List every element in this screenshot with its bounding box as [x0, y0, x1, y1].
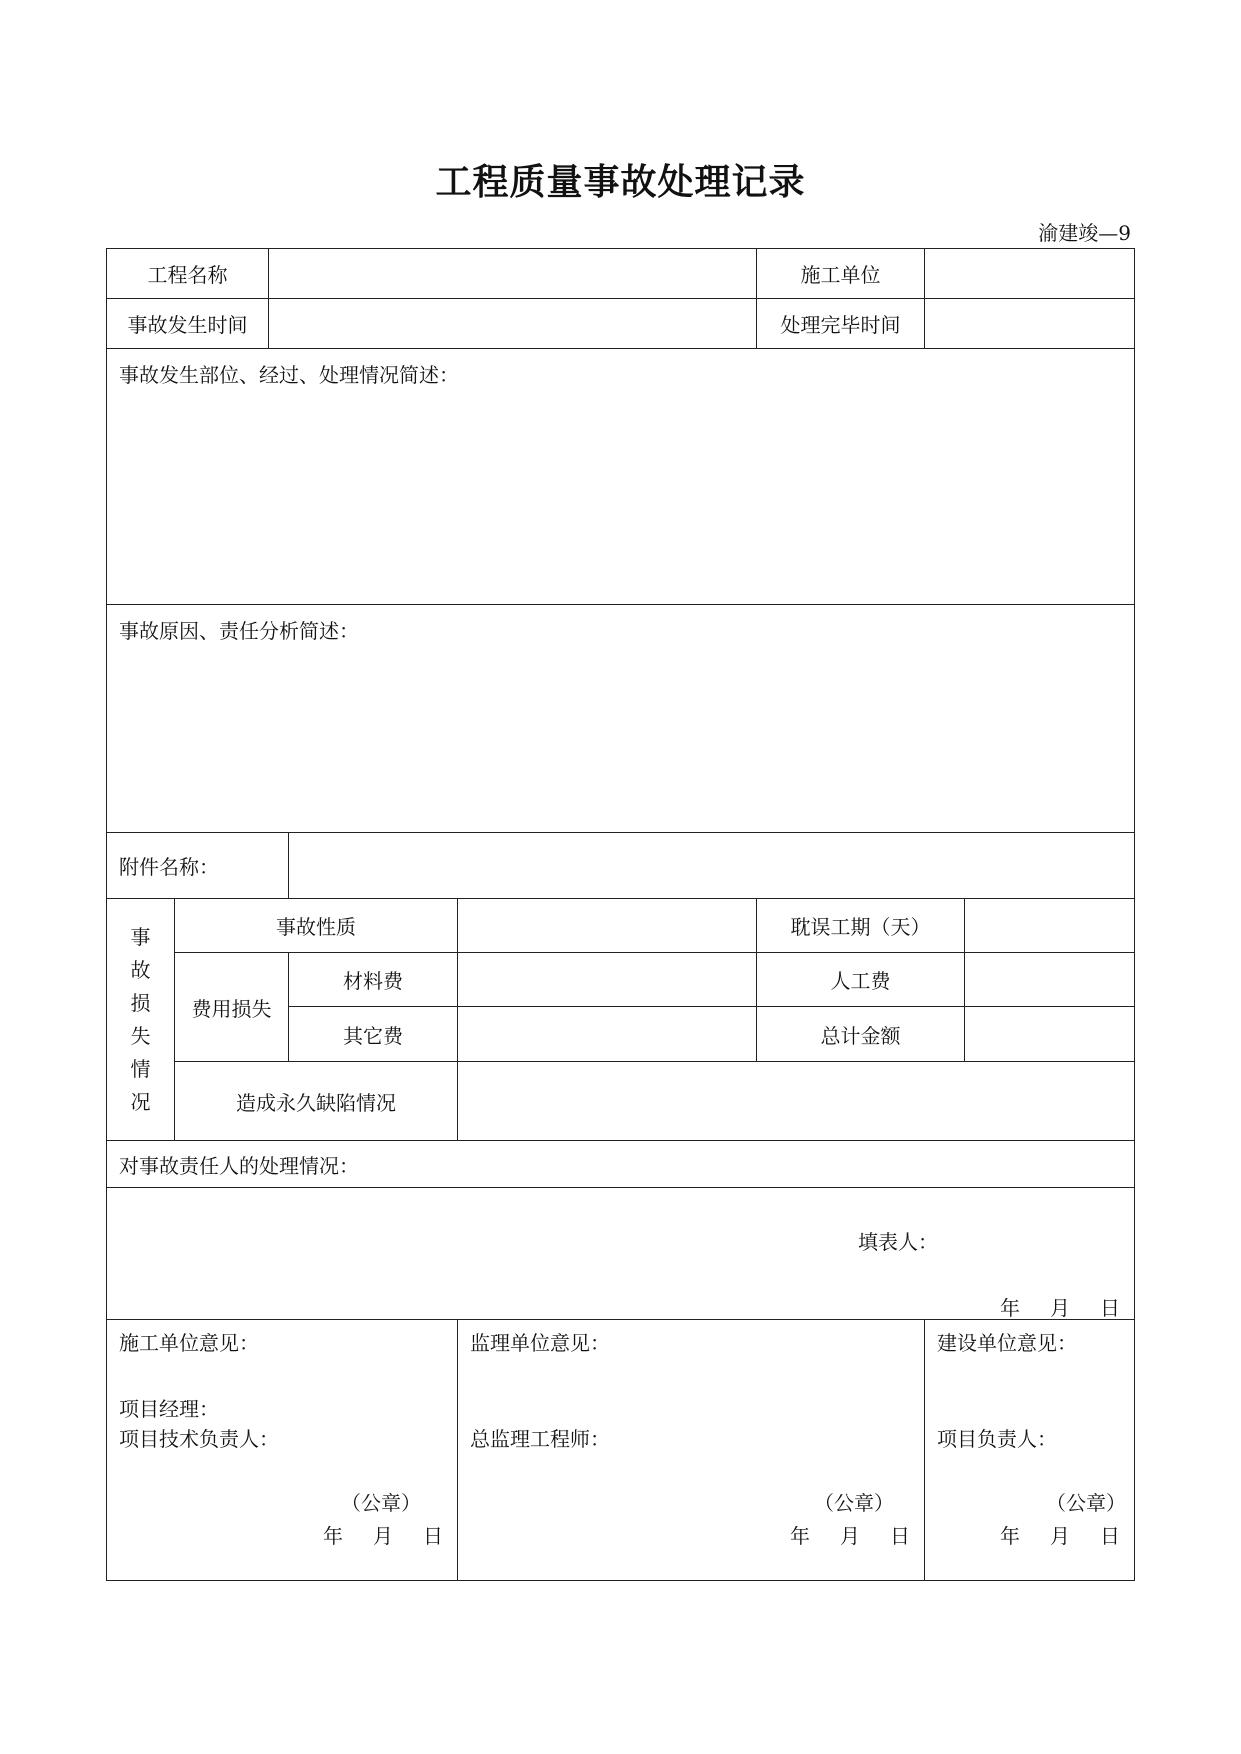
delay-days-label: 耽误工期（天） — [757, 899, 965, 953]
material-cost-field[interactable] — [458, 953, 757, 1007]
total-amount-label: 总计金额 — [757, 1007, 965, 1062]
owner-opinion-field[interactable] — [925, 1320, 1135, 1581]
description-label: 事故发生部位、经过、处理情况简述： — [119, 363, 459, 387]
accident-time-field[interactable] — [269, 299, 757, 349]
description-field[interactable] — [107, 349, 1135, 605]
project-owner-label: 项目负责人： — [937, 1427, 1058, 1451]
accident-nature-field[interactable] — [458, 899, 757, 953]
delay-days-field[interactable] — [965, 899, 1135, 953]
cost-loss-label: 费用损失 — [175, 953, 289, 1062]
attachments-label: 附件名称： — [107, 833, 289, 899]
labor-cost-label: 人工费 — [757, 953, 965, 1007]
completion-time-field[interactable] — [925, 299, 1135, 349]
technical-lead-label: 项目技术负责人： — [119, 1427, 279, 1451]
other-cost-label: 其它费 — [289, 1007, 458, 1062]
labor-cost-field[interactable] — [965, 953, 1135, 1007]
form-code: 渝建竣—9 — [1038, 221, 1131, 245]
cause-field[interactable] — [107, 605, 1135, 833]
page-title: 工程质量事故处理记录 — [435, 161, 806, 203]
construction-opinion-field[interactable] — [107, 1320, 458, 1581]
attachments-field[interactable] — [289, 833, 1135, 899]
responsible-handling-field[interactable] — [107, 1188, 1135, 1320]
filler-label: 填表人： — [858, 1230, 939, 1254]
material-cost-label: 材料费 — [289, 953, 458, 1007]
responsible-handling-label: 对事故责任人的处理情况： — [107, 1141, 1135, 1188]
accident-time-label: 事故发生时间 — [107, 299, 269, 349]
accident-nature-label: 事故性质 — [175, 899, 458, 953]
supervision-opinion-field[interactable] — [458, 1320, 925, 1581]
loss-section-label: 事 故 损 失 情 况 — [107, 899, 175, 1141]
other-cost-field[interactable] — [458, 1007, 757, 1062]
supervision-seal: （公章） — [814, 1491, 895, 1515]
owner-date: 年 月 日 — [1000, 1524, 1121, 1548]
construction-date: 年 月 日 — [323, 1524, 443, 1548]
construction-opinion-title: 施工单位意见： — [119, 1331, 259, 1355]
cause-label: 事故原因、责任分析简述： — [119, 619, 359, 643]
supervision-date: 年 月 日 — [790, 1524, 911, 1548]
supervision-opinion-title: 监理单位意见： — [470, 1331, 610, 1355]
project-name-label: 工程名称 — [107, 249, 269, 299]
permanent-defect-label: 造成永久缺陷情况 — [175, 1062, 458, 1141]
project-manager-label: 项目经理： — [119, 1397, 219, 1421]
chief-supervisor-label: 总监理工程师： — [470, 1427, 610, 1451]
completion-time-label: 处理完毕时间 — [757, 299, 925, 349]
construction-unit-label: 施工单位 — [757, 249, 925, 299]
permanent-defect-field[interactable] — [458, 1062, 1135, 1141]
construction-unit-field[interactable] — [925, 249, 1135, 299]
owner-seal: （公章） — [1046, 1491, 1127, 1515]
project-name-field[interactable] — [269, 249, 757, 299]
owner-opinion-title: 建设单位意见： — [937, 1331, 1078, 1355]
total-amount-field[interactable] — [965, 1007, 1135, 1062]
accident-record-form — [106, 248, 1135, 1581]
construction-seal: （公章） — [341, 1491, 421, 1515]
filler-date: 年 月 日 — [1000, 1296, 1121, 1320]
